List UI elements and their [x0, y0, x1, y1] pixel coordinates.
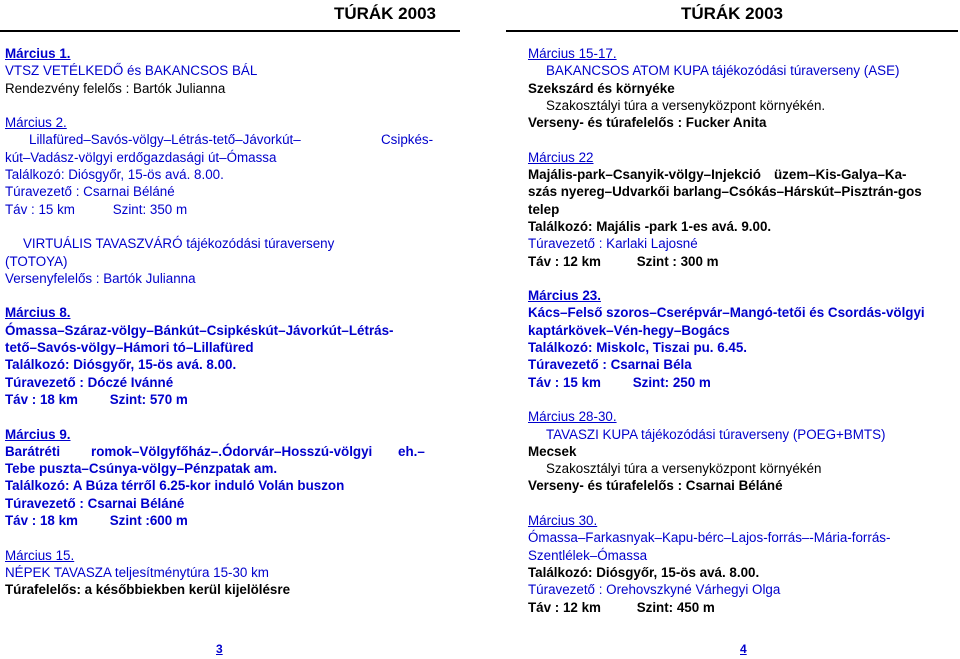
event-organizer: Túrafelelős: a későbbiekben kerül kijelölésre	[5, 582, 291, 598]
event-elevation: Szint: 570 m	[109, 391, 188, 407]
event-route: szás nyereg–Udvarkői barlang–Csókás–Hárskút–Pisztrán-gos	[528, 184, 922, 200]
event-title: TAVASZI KUPA tájékozódási túraverseny (POEG+BMTS)	[546, 426, 886, 442]
event-subtitle: (TOTOYA)	[5, 253, 68, 269]
event-distance: Táv : 12 km	[528, 599, 601, 615]
left-page-header: TÚRÁK 2003	[0, 4, 460, 32]
page-number[interactable]: 4	[740, 642, 747, 656]
event-organizer: Verseny- és túrafelelős : Csarnai Béláné	[528, 478, 783, 494]
event-entry	[528, 45, 948, 131]
event-guide: Túravezető : Karlaki Lajosné	[528, 236, 698, 252]
event-date[interactable]: Március 15.	[5, 547, 75, 563]
event-elevation: Szint : 300 m	[636, 253, 719, 269]
event-title: BAKANCSOS ATOM KUPA tájékozódási túraverseny (ASE)	[546, 63, 900, 79]
event-meeting: Találkozó: Majális -park 1-es avá. 9.00.	[528, 218, 772, 234]
event-route: Tebe puszta–Csúnya-völgy–Pénzpatak am.	[5, 461, 278, 477]
event-stats	[528, 253, 948, 270]
event-date[interactable]: Március 9.	[5, 426, 71, 442]
event-route: Ómassa–Száraz-völgy–Bánkút–Csipkéskút–Jávorkút–Létrás-	[5, 322, 394, 338]
route-text: Majális-park–Csanyik-völgy–Injekció	[528, 167, 761, 183]
route-text: romok–Völgyfőház–.Ódorvár–Hosszú-völgyi	[91, 443, 373, 459]
event-entry	[5, 235, 433, 287]
event-entry	[5, 547, 433, 599]
right-page-header: TÚRÁK 2003	[506, 4, 958, 32]
event-guide: Túravezető : Csarnai Béláné	[5, 184, 175, 200]
event-elevation: Szint: 250 m	[632, 374, 711, 390]
event-note: Szakosztályi túra a versenyközpont környékén	[546, 461, 822, 477]
event-date[interactable]: Március 15-17.	[528, 46, 617, 61]
route-text: üzem–Kis-Galya–Ka-	[774, 167, 907, 183]
event-distance: Táv : 12 km	[528, 253, 601, 269]
event-entry	[5, 426, 433, 530]
event-stats	[528, 599, 948, 616]
event-route	[5, 443, 433, 460]
event-route: Szentlélek–Ómassa	[528, 547, 648, 563]
left-column	[5, 45, 433, 616]
event-meeting: Találkozó: Diósgyőr, 15-ös avá. 8.00.	[528, 564, 760, 580]
event-date[interactable]: Március 2.	[5, 115, 67, 131]
route-text: Barátréti	[5, 443, 61, 459]
event-date[interactable]: Március 8.	[5, 305, 71, 321]
route-text: Lillafüred–Savós-völgy–Létrás-tető–Jávorkút–	[29, 132, 301, 148]
event-organizer: Versenyfelelős : Bartók Julianna	[5, 270, 196, 286]
event-stats	[5, 201, 433, 218]
event-route: telep	[528, 201, 560, 217]
event-entry	[5, 114, 433, 218]
event-entry	[5, 45, 433, 97]
page-number[interactable]: 3	[216, 642, 223, 656]
route-text: eh.–	[398, 443, 425, 459]
event-entry	[5, 304, 433, 408]
event-date[interactable]: Március 23.	[528, 288, 601, 304]
event-stats	[528, 374, 948, 391]
event-route: kút–Vadász-völgyi erdőgazdasági út–Ómassa	[5, 149, 277, 165]
event-stats	[5, 512, 433, 529]
event-date[interactable]: Március 1.	[5, 46, 71, 61]
event-elevation: Szint: 350 m	[112, 201, 188, 217]
right-column	[528, 45, 948, 633]
event-stats	[5, 391, 433, 408]
event-location: Szekszárd és környéke	[528, 80, 675, 96]
event-entry	[528, 149, 948, 270]
event-route: kaptárkövek–Vén-hegy–Bogács	[528, 322, 730, 338]
event-meeting: Találkozó: Miskolc, Tiszai pu. 6.45.	[528, 340, 748, 356]
event-distance: Táv : 18 km	[5, 513, 78, 529]
event-route: tető–Savós-völgy–Hámori tó–Lillafüred	[5, 340, 254, 356]
event-route	[528, 166, 948, 183]
event-title: NÉPEK TAVASZA teljesítménytúra 15-30 km	[5, 564, 269, 580]
event-guide: Túravezető : Orehovszkyné Várhegyi Olga	[528, 582, 781, 598]
event-note: Szakosztályi túra a versenyközpont környékén.	[546, 97, 826, 113]
event-date[interactable]: Március 22	[528, 149, 594, 165]
event-entry	[528, 287, 948, 391]
event-organizer: Verseny- és túrafelelős : Fucker Anita	[528, 115, 767, 131]
event-title: VIRTUÁLIS TAVASZVÁRÓ tájékozódási túraverseny	[23, 236, 335, 252]
event-route	[5, 131, 433, 148]
event-elevation: Szint :600 m	[109, 513, 188, 529]
event-date[interactable]: Március 28-30.	[528, 409, 617, 425]
event-guide: Túravezető : Csarnai Béláné	[5, 495, 185, 511]
event-route: Kács–Felső szoros–Cserépvár–Mangó-tetői és Csordás-völgyi	[528, 305, 925, 321]
right-page	[484, 0, 960, 659]
event-location: Mecsek	[528, 443, 577, 459]
event-distance: Táv : 18 km	[5, 391, 78, 407]
event-entry	[528, 408, 948, 494]
event-meeting: Találkozó: A Búza térről 6.25-kor induló Volán buszon	[5, 478, 345, 494]
event-entry	[528, 512, 948, 616]
event-meeting: Találkozó: Diósgyőr, 15-ös avá. 8.00.	[5, 167, 224, 183]
event-elevation: Szint: 450 m	[636, 599, 715, 615]
event-title: VTSZ VETÉLKEDŐ és BAKANCSOS BÁL	[5, 63, 258, 79]
event-meeting: Találkozó: Diósgyőr, 15-ös avá. 8.00.	[5, 357, 237, 373]
event-date[interactable]: Március 30.	[528, 513, 598, 529]
route-text: Csipkés-	[381, 132, 434, 148]
event-distance: Táv : 15 km	[5, 201, 75, 217]
event-guide: Túravezető : Csarnai Béla	[528, 357, 692, 373]
event-guide: Túravezető : Dóczé Ivánné	[5, 374, 174, 390]
event-route: Ómassa–Farkasnyak–Kapu-bérc–Lajos-forrás–-Mária-forrás-	[528, 530, 891, 546]
event-organizer: Rendezvény felelős : Bartók Julianna	[5, 80, 226, 96]
event-distance: Táv : 15 km	[528, 374, 601, 390]
